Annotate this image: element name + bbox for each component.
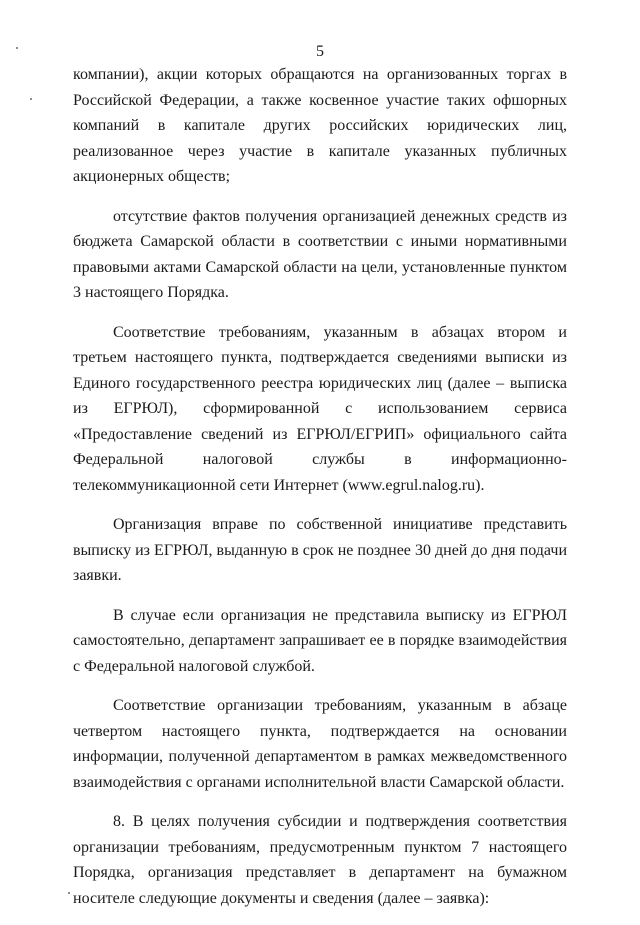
scan-speck (30, 98, 32, 100)
scan-speck (68, 892, 70, 894)
page-number: 5 (316, 43, 324, 60)
paragraph-offshore-participation: компании), акции которых обращаются на организованных торгах в Российской Федерации, а также косвенное участие таких офшорных компаний в капитале других российских юридических лиц, реализованное через участие в капитале указанных публичных акционерных обществ; (73, 66, 567, 185)
paragraph-no-budget-funds: отсутствие фактов получения организацией денежных средств из бюджета Самарской области в соответствии с иными нормативными правовыми актами Самарской области на цели, установленные пунктом 3 настоящего Порядка. (73, 207, 567, 301)
scan-speck (16, 47, 18, 49)
paragraph-department-request: В случае если организация не представила выписку из ЕГРЮЛ самостоятельно, департамент запрашивает ее в порядке взаимодействия с Федеральной налоговой службой. (73, 606, 567, 675)
paragraph-own-initiative-extract: Организация вправе по собственной инициативе представить выписку из ЕГРЮЛ, выданную в срок не позднее 30 дней до дня подачи заявки. (73, 516, 567, 584)
paragraph-egrul-confirmation: Соответствие требованиям, указанным в абзацах втором и третьем настоящего пункта, подтверждается сведениями выписки из Единого государственного реестра юридических лиц (далее – выписка из ЕГРЮЛ), сформированной с использованием сервиса «Предоставление сведений из ЕГРЮЛ/ЕГРИП» официального сайта Федеральной налоговой службы в информационно-телекоммуникационной сети Интернет (www.egrul.nalog.ru). (73, 323, 567, 494)
document-body (73, 62, 567, 925)
paragraph-interagency-confirmation: Соответствие организации требованиям, указанным в абзаце четвертом настоящего пункта, подтверждается на основании информации, полученной департаментом в рамках межведомственного взаимодействия с органами исполнительной власти Самарской области. (73, 697, 567, 791)
paragraph-section-8-application: 8. В целях получения субсидии и подтверждения соответствия организации требованиям, предусмотренным пунктом 7 настоящего Порядка, организация представляет в департамент на бумажном носителе следующие документы и сведения (далее – заявка): (73, 813, 567, 907)
